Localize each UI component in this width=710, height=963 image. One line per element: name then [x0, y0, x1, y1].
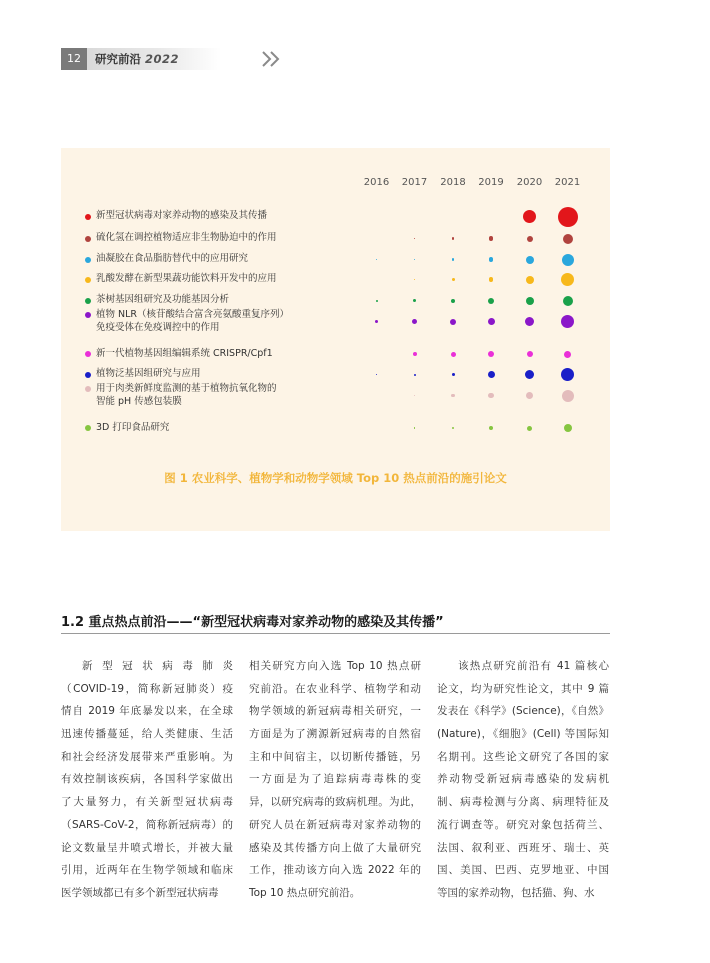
year-label-2016: 2016	[363, 177, 390, 188]
row-marker	[85, 312, 91, 318]
bubble	[452, 258, 455, 261]
text-line: 迅速传播蔓延，给人类健康、生活	[61, 728, 233, 741]
text-line: 究前沿。在农业科学、植物学和动	[249, 682, 421, 695]
section-divider	[61, 633, 610, 634]
bubble	[526, 256, 534, 264]
bubble	[526, 276, 534, 284]
row-marker	[85, 351, 91, 357]
bubble	[451, 352, 456, 357]
row-label-line: 茶树基因组研究及功能基因分析	[96, 294, 230, 306]
bubble	[488, 393, 494, 399]
text-line: 感染及其传播方向上做了大量研究	[249, 841, 421, 854]
row-marker	[85, 425, 91, 431]
bubble	[558, 207, 578, 227]
bubble	[562, 390, 574, 402]
row-label-line: 3D 打印食品研究	[96, 421, 170, 433]
text-line: 方面是为了溯源新冠病毒的自然宿	[249, 728, 421, 741]
bubble	[413, 299, 416, 302]
row-marker	[85, 298, 91, 304]
bubble	[375, 320, 378, 323]
bubble	[414, 238, 416, 240]
text-line: 情自 2019 年底暴发以来，在全球	[61, 705, 233, 718]
bubble	[489, 257, 494, 262]
bubble	[414, 279, 416, 281]
year-label-2021: 2021	[554, 177, 581, 188]
row-label-line: 植物泛基因组研究与应用	[96, 368, 201, 380]
bubble	[489, 236, 494, 241]
bubble	[489, 277, 494, 282]
row-label	[96, 294, 229, 307]
bubble	[564, 351, 571, 358]
row-label-line: 乳酸发酵在新型果蔬功能饮料开发中的应用	[96, 273, 277, 285]
section-heading: 1.2 重点热点前沿——“新型冠状病毒对家养动物的感染及其传播”	[61, 615, 444, 630]
bubble	[527, 426, 532, 431]
bubble	[525, 317, 534, 326]
text-line: 流行调查等。研究对象包括荷兰、	[437, 818, 609, 831]
bubble	[488, 371, 495, 378]
text-line: 异，以研究病毒的致病机理。为此，	[249, 796, 421, 809]
bubble	[376, 259, 377, 260]
text-line: 引用，近两年在生物学领域和临床	[61, 864, 233, 877]
bubble	[561, 368, 574, 381]
chevron-right-icon	[261, 51, 285, 67]
text-column-3	[437, 655, 609, 905]
row-label	[96, 253, 248, 266]
row-label-line: 硫化氢在调控植物适应非生物胁迫中的作用	[96, 232, 277, 244]
bubble	[488, 351, 494, 357]
row-marker	[85, 372, 91, 378]
row-label	[96, 309, 289, 334]
running-title-year: 2022	[145, 52, 180, 66]
bubble	[561, 315, 574, 328]
text-line: （COVID-19，简称新冠肺炎）疫	[61, 682, 233, 695]
bubble	[451, 394, 455, 398]
row-marker	[85, 214, 91, 220]
bubble	[488, 318, 495, 325]
bubble	[452, 278, 455, 281]
row-label-line: 植物 NLR（核苷酸结合富含亮氨酸重复序列）	[96, 309, 290, 320]
year-label-2020: 2020	[516, 177, 543, 188]
bubble	[489, 426, 493, 430]
bubble	[526, 297, 534, 305]
bubble	[563, 234, 573, 244]
bubble	[450, 319, 456, 325]
text-column-2	[249, 655, 421, 905]
row-label	[96, 232, 277, 245]
bubble	[527, 351, 533, 357]
bubble	[488, 298, 494, 304]
bubble	[414, 427, 416, 429]
bubble	[562, 254, 574, 266]
text-line: (Nature)，《细胞》(Cell) 等国际知	[437, 728, 609, 741]
running-title	[95, 48, 179, 70]
row-marker	[85, 257, 91, 263]
bubble	[563, 296, 573, 306]
bubble	[451, 299, 455, 303]
text-line: 该热点研究前沿有 41 篇核心	[458, 660, 609, 672]
figure-panel	[61, 148, 610, 531]
text-line: 一方面是为了追踪病毒毒株的变	[249, 773, 421, 786]
row-label-line: 新型冠状病毒对家养动物的感染及其传播	[96, 210, 268, 222]
row-marker	[85, 236, 91, 242]
bubble	[452, 427, 455, 430]
page-number: 12	[61, 48, 87, 70]
text-line: 工作，推动该方向入选 2022 年的	[249, 864, 421, 877]
text-line: 主和中间宿主，以切断传播链，另	[249, 750, 421, 763]
row-label	[96, 368, 201, 381]
row-label	[96, 383, 277, 408]
text-line: 了大量努力，有关新型冠状病毒	[61, 796, 233, 809]
row-label	[96, 273, 277, 286]
year-label-2018: 2018	[440, 177, 466, 188]
text-line: 论文数量呈井喷式增长，并被大量	[61, 841, 233, 854]
bubble	[526, 392, 533, 399]
text-line: 新 型 冠 状 病 毒 肺 炎	[82, 660, 233, 672]
row-label-line: 油凝胶在食品脂肪替代中的应用研究	[96, 253, 249, 265]
row-label-line: 智能 pH 传感包装膜	[96, 395, 182, 407]
text-line: 发表在《科学》(Science)，《自然》	[437, 705, 609, 718]
bubble	[414, 395, 415, 396]
text-line: 医学领域都已有多个新型冠状病毒	[61, 886, 219, 899]
text-line: 国、美国、巴西、克罗地亚、中国	[437, 864, 609, 877]
bubble	[525, 370, 534, 379]
row-label-line: 用于肉类新鲜度监测的基于植物抗氧化物的	[96, 383, 277, 394]
text-line: 等国的家养动物，包括猫、狗、水	[437, 886, 595, 899]
row-label	[96, 348, 273, 361]
bubble	[452, 237, 455, 240]
year-label-2017: 2017	[401, 177, 428, 188]
row-label	[96, 210, 267, 223]
text-line: 有效控制该疾病，各国科学家做出	[61, 773, 233, 786]
text-line: 相关研究方向入选 Top 10 热点研	[249, 660, 421, 672]
text-line: （SARS-CoV-2，简称新冠病毒）的	[61, 818, 233, 831]
bubble	[564, 424, 572, 432]
bubble	[527, 236, 533, 242]
text-line: 名期刊。这些论文研究了各国的家	[437, 750, 609, 763]
bubble	[376, 374, 377, 375]
bubble	[414, 374, 416, 376]
row-marker	[85, 277, 91, 283]
bubble	[561, 273, 574, 286]
bubble	[452, 373, 455, 376]
row-label-line: 免疫受体在免疫调控中的作用	[96, 321, 220, 333]
text-line: 物学领域的新冠病毒相关研究，一	[249, 705, 421, 718]
year-label-2019: 2019	[478, 177, 504, 188]
bubble	[376, 300, 378, 302]
text-line: 制、病毒检测与分离、病理特征及	[437, 796, 609, 809]
running-title-text: 研究前沿	[95, 52, 141, 66]
text-line: 法国、叙利亚、西班牙、瑞士、英	[437, 841, 609, 854]
figure-caption: 图 1 农业科学、植物学和动物学领域 Top 10 热点前沿的施引论文	[164, 471, 507, 485]
bubble	[412, 319, 417, 324]
bubble	[414, 259, 416, 261]
page-header	[61, 48, 231, 70]
text-line: 养动物受新冠病毒感染的发病机	[437, 773, 609, 786]
text-column-1	[61, 655, 233, 905]
bubble	[413, 352, 417, 356]
text-line: Top 10 热点研究前沿。	[249, 886, 361, 899]
text-line: 研究人员在新冠病毒对家养动物的	[249, 818, 421, 831]
text-line: 和社会经济发展带来严重影响。为	[61, 750, 233, 763]
text-line: 论文，均为研究性论文，其中 9 篇	[437, 682, 609, 695]
row-label-line: 新一代植物基因组编辑系统 CRISPR/Cpf1	[96, 347, 273, 359]
row-label	[96, 422, 169, 435]
row-marker	[85, 386, 91, 392]
bubble	[523, 210, 536, 223]
